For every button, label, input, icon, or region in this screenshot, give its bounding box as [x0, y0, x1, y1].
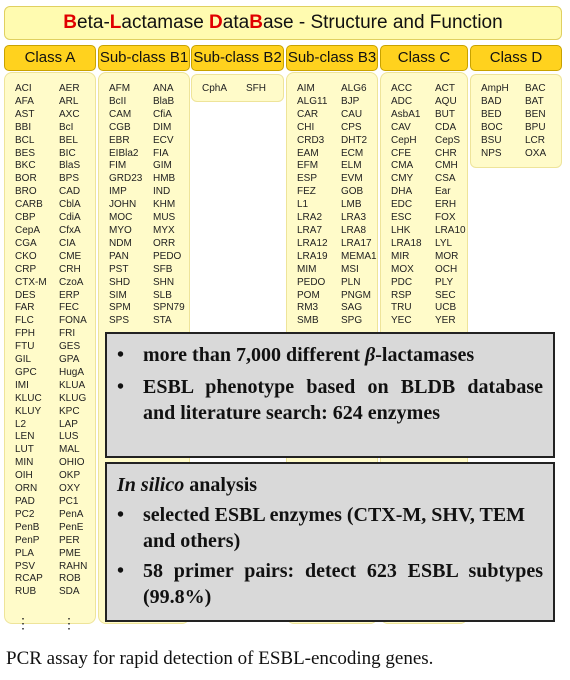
- enzyme-family-item[interactable]: CME: [59, 250, 82, 262]
- enzyme-family-item[interactable]: CFE: [391, 147, 411, 159]
- enzyme-family-item[interactable]: OCH: [435, 263, 458, 275]
- enzyme-family-item[interactable]: PenP: [15, 534, 40, 546]
- enzyme-family-item[interactable]: KLUY: [15, 405, 42, 417]
- enzyme-family-item[interactable]: STA: [153, 315, 172, 327]
- enzyme-family-item[interactable]: CRD3: [297, 134, 325, 146]
- enzyme-family-item[interactable]: ECV: [153, 134, 174, 146]
- enzyme-family-item[interactable]: EDC: [391, 199, 413, 211]
- enzyme-family-item[interactable]: MIM: [297, 263, 317, 275]
- enzyme-family-item[interactable]: L1: [297, 199, 309, 211]
- enzyme-family-item[interactable]: AFA: [15, 95, 34, 107]
- enzyme-family-item[interactable]: SFB: [153, 263, 173, 275]
- enzyme-family-item[interactable]: FEZ: [297, 186, 316, 198]
- enzyme-family-item[interactable]: GIL: [15, 354, 32, 366]
- enzyme-family-item[interactable]: PEDO: [153, 250, 182, 262]
- enzyme-family-item[interactable]: BPS: [59, 173, 80, 185]
- tab-class-a[interactable]: Class A: [4, 45, 96, 71]
- enzyme-family-item[interactable]: SPM: [109, 302, 131, 314]
- enzyme-family-item[interactable]: LRA7: [297, 224, 323, 236]
- sub-class-b2-list: [202, 83, 284, 96]
- enzyme-family-item[interactable]: SPN79: [153, 302, 185, 314]
- enzyme-family-item[interactable]: CGB: [109, 121, 131, 133]
- enzyme-family-item[interactable]: LRA3: [341, 212, 367, 224]
- enzyme-family-item[interactable]: ROB: [59, 573, 81, 585]
- enzyme-family-item[interactable]: SFH: [246, 83, 266, 94]
- enzyme-family-item[interactable]: ACT: [435, 83, 455, 94]
- tab-sub-class-b3[interactable]: Sub-class B3: [286, 45, 378, 71]
- enzyme-family-item[interactable]: BIC: [59, 147, 76, 159]
- enzyme-family-item[interactable]: BSU: [481, 134, 502, 146]
- enzyme-family-item[interactable]: CKO: [15, 250, 37, 262]
- enzyme-family-item[interactable]: PSV: [15, 560, 36, 572]
- enzyme-family-item[interactable]: CAV: [391, 121, 411, 133]
- analysis-box: [105, 462, 555, 622]
- enzyme-family-item[interactable]: FPH: [15, 328, 35, 340]
- enzyme-family-item[interactable]: MIN: [15, 457, 34, 469]
- enzyme-family-item[interactable]: BAT: [525, 95, 544, 107]
- enzyme-family-item[interactable]: SLB: [153, 289, 172, 301]
- enzyme-family-item[interactable]: SPG: [341, 315, 363, 327]
- enzyme-family-item[interactable]: LMB: [341, 199, 362, 211]
- enzyme-family-item[interactable]: ERH: [435, 199, 457, 211]
- enzyme-family-item[interactable]: PAD: [15, 496, 35, 507]
- enzyme-family-item[interactable]: ORR: [153, 237, 176, 249]
- analysis-item-enzymes: [107, 502, 553, 554]
- enzyme-family-item[interactable]: PC2: [15, 508, 35, 520]
- enzyme-family-item[interactable]: NPS: [481, 147, 502, 159]
- enzyme-family-item[interactable]: MOX: [391, 263, 414, 275]
- enzyme-family-item[interactable]: EAM: [297, 147, 319, 159]
- enzyme-family-item[interactable]: BJP: [341, 95, 360, 107]
- enzyme-family-item[interactable]: SDA: [59, 586, 80, 598]
- enzyme-family-item[interactable]: YER: [435, 315, 456, 327]
- enzyme-family-item[interactable]: BKC: [15, 160, 36, 172]
- enzyme-family-item[interactable]: TRU: [391, 302, 412, 314]
- enzyme-family-item[interactable]: LRA8: [341, 224, 367, 236]
- enzyme-family-item[interactable]: KHM: [153, 199, 176, 211]
- enzyme-family-item[interactable]: ALG11: [297, 95, 328, 107]
- enzyme-family-item[interactable]: MAL: [59, 444, 80, 456]
- enzyme-family-item[interactable]: FRI: [59, 328, 76, 340]
- enzyme-family-item[interactable]: BlaB: [153, 95, 175, 107]
- enzyme-family-item[interactable]: LRA2: [297, 212, 323, 224]
- bullet: •: [117, 504, 125, 526]
- enzyme-family-item[interactable]: LRA12: [297, 237, 328, 249]
- title-letter-b2: B: [249, 12, 263, 33]
- enzyme-family-item[interactable]: IMP: [109, 186, 127, 198]
- enzyme-family-item[interactable]: LRA19: [297, 250, 328, 262]
- enzyme-family-item[interactable]: CblA: [59, 199, 81, 211]
- enzyme-family-item[interactable]: BEN: [525, 108, 546, 120]
- enzyme-family-item[interactable]: PEDO: [297, 276, 326, 288]
- summary-item-esbl: [107, 374, 553, 426]
- enzyme-family-item[interactable]: BcI: [59, 121, 74, 133]
- enzyme-family-item[interactable]: FOX: [435, 212, 456, 224]
- enzyme-family-item[interactable]: RSP: [391, 289, 412, 301]
- class-a-panel: [4, 72, 96, 631]
- page-title: [4, 6, 562, 40]
- enzyme-family-item[interactable]: MEMA1: [341, 250, 377, 262]
- enzyme-family-item[interactable]: PNGM: [341, 289, 371, 301]
- enzyme-family-item[interactable]: MUS: [153, 212, 176, 224]
- enzyme-family-item[interactable]: BBI: [15, 121, 32, 133]
- analysis-item-primers-text: 58 primer pairs: detect 623 ESBL subtypes (99.8%): [143, 560, 543, 608]
- enzyme-family-item[interactable]: BUT: [435, 108, 455, 120]
- title-text-4: ase - Structure and Function: [262, 12, 503, 33]
- enzyme-family-item[interactable]: OHIO: [59, 457, 85, 469]
- enzyme-family-item[interactable]: CMY: [391, 173, 414, 185]
- enzyme-family-item[interactable]: LCR: [525, 134, 546, 146]
- enzyme-family-item[interactable]: PenA: [59, 508, 84, 520]
- enzyme-family-item[interactable]: IND: [153, 186, 171, 198]
- enzyme-family-item[interactable]: LEN: [15, 431, 35, 443]
- enzyme-family-item[interactable]: UCB: [435, 302, 457, 314]
- enzyme-family-item[interactable]: IMI: [15, 379, 29, 391]
- enzyme-family-item[interactable]: Ear: [435, 186, 451, 198]
- summary-item-count: [107, 342, 553, 368]
- analysis-item-primers: [107, 558, 553, 610]
- enzyme-family-item[interactable]: PAN: [109, 250, 129, 262]
- enzyme-family-item[interactable]: MYX: [153, 224, 175, 236]
- enzyme-family-item[interactable]: BED: [481, 108, 502, 120]
- enzyme-family-item[interactable]: GES: [59, 341, 81, 353]
- enzyme-family-item[interactable]: CHR: [435, 147, 457, 159]
- enzyme-family-item[interactable]: BES: [15, 147, 36, 159]
- enzyme-family-item[interactable]: OKP: [59, 470, 81, 482]
- enzyme-family-item[interactable]: L2: [15, 418, 27, 430]
- enzyme-family-item[interactable]: LAP: [59, 418, 78, 430]
- enzyme-family-item[interactable]: ANA: [153, 83, 174, 94]
- analysis-heading: [117, 472, 553, 498]
- enzyme-family-item[interactable]: PME: [59, 547, 81, 559]
- enzyme-family-item[interactable]: LYL: [435, 237, 453, 249]
- enzyme-family-item[interactable]: KLUC: [15, 392, 42, 404]
- enzyme-family-item[interactable]: GPA: [59, 354, 80, 366]
- enzyme-family-item[interactable]: RCAP: [15, 573, 43, 585]
- beta-symbol: β: [365, 344, 376, 366]
- enzyme-family-item[interactable]: AmpH: [481, 83, 509, 94]
- sub-class-b2-panel: [191, 74, 284, 102]
- enzyme-family-item[interactable]: RUB: [15, 586, 37, 598]
- enzyme-family-item[interactable]: FONA: [59, 315, 87, 327]
- enzyme-family-item[interactable]: FIM: [109, 160, 127, 172]
- enzyme-family-item[interactable]: CphA: [202, 83, 228, 94]
- enzyme-family-item[interactable]: MOC: [109, 212, 133, 224]
- enzyme-family-item[interactable]: GOB: [341, 186, 364, 198]
- enzyme-family-item[interactable]: EBR: [109, 134, 130, 146]
- enzyme-family-item[interactable]: CdiA: [59, 212, 81, 224]
- sub-class-b1-list: [109, 83, 190, 328]
- enzyme-family-item[interactable]: ORN: [15, 483, 38, 495]
- bullet: •: [117, 376, 125, 398]
- enzyme-family-item[interactable]: SIM: [109, 289, 127, 301]
- more-entries-indicator: ⋮: [16, 615, 30, 631]
- enzyme-family-item[interactable]: GRD23: [109, 173, 143, 185]
- summary-item-count-pre: more than 7,000 different: [143, 344, 366, 366]
- enzyme-family-item[interactable]: JOHN: [109, 199, 137, 211]
- summary-item-count-post: -lactamases: [375, 344, 475, 366]
- enzyme-family-item[interactable]: MOR: [435, 250, 459, 262]
- summary-box: [105, 332, 555, 458]
- title-text-1: eta-: [77, 12, 110, 33]
- enzyme-family-item[interactable]: ACI: [15, 83, 32, 94]
- enzyme-family-item[interactable]: RM3: [297, 302, 319, 314]
- enzyme-family-item[interactable]: POM: [297, 289, 320, 301]
- enzyme-family-item[interactable]: LHK: [391, 224, 411, 236]
- enzyme-family-item[interactable]: HMB: [153, 173, 176, 185]
- enzyme-family-item[interactable]: BAC: [525, 83, 546, 94]
- enzyme-family-item[interactable]: CGA: [15, 237, 37, 249]
- enzyme-family-item[interactable]: NDM: [109, 237, 132, 249]
- enzyme-family-item[interactable]: CzoA: [59, 276, 84, 288]
- bullet: •: [117, 560, 125, 582]
- enzyme-family-item[interactable]: MYO: [109, 224, 132, 236]
- enzyme-family-item[interactable]: PLA: [15, 547, 34, 559]
- enzyme-family-item[interactable]: OXA: [525, 147, 547, 159]
- enzyme-family-item[interactable]: GIM: [153, 160, 172, 172]
- figure-caption: PCR assay for rapid detection of ESBL-encoding genes.: [6, 648, 434, 669]
- enzyme-family-item[interactable]: AFM: [109, 83, 131, 94]
- enzyme-family-item[interactable]: BEL: [59, 134, 78, 146]
- enzyme-family-item[interactable]: OXY: [59, 483, 81, 495]
- enzyme-family-item[interactable]: KLUA: [59, 379, 86, 391]
- enzyme-family-item[interactable]: PenE: [59, 521, 84, 533]
- enzyme-family-item[interactable]: SAG: [341, 302, 363, 314]
- enzyme-family-item[interactable]: DHA: [391, 186, 413, 198]
- enzyme-family-item[interactable]: SHN: [153, 276, 175, 288]
- enzyme-family-item[interactable]: SPS: [109, 315, 130, 327]
- enzyme-family-item[interactable]: AQU: [435, 95, 457, 107]
- tab-sub-class-b2[interactable]: Sub-class B2: [191, 45, 284, 71]
- enzyme-family-item[interactable]: LRA18: [391, 237, 422, 249]
- enzyme-family-item[interactable]: KPC: [59, 405, 80, 417]
- enzyme-family-item[interactable]: CPS: [341, 121, 362, 133]
- title-text-2: actamase: [121, 12, 210, 33]
- enzyme-family-item[interactable]: CBP: [15, 212, 36, 224]
- enzyme-family-item[interactable]: AsbA1: [391, 108, 421, 120]
- enzyme-family-item[interactable]: ESP: [297, 173, 318, 185]
- title-letter-l: L: [109, 12, 122, 33]
- enzyme-family-item[interactable]: LUT: [15, 444, 34, 456]
- enzyme-family-item[interactable]: ECM: [341, 147, 364, 159]
- enzyme-family-item[interactable]: BOC: [481, 121, 503, 133]
- enzyme-family-item[interactable]: FEC: [59, 302, 79, 314]
- class-d-panel: [470, 74, 562, 168]
- enzyme-family-item[interactable]: BRO: [15, 186, 37, 198]
- bullet: •: [117, 344, 125, 366]
- enzyme-family-item[interactable]: FLC: [15, 315, 34, 327]
- more-entries-indicator-2: ⋮: [62, 615, 76, 631]
- sub-class-b3-list: [297, 83, 378, 328]
- enzyme-family-item[interactable]: LRA10: [435, 224, 466, 236]
- title-letter-b: B: [63, 12, 78, 33]
- enzyme-family-item[interactable]: FAR: [15, 302, 35, 314]
- enzyme-family-item[interactable]: DES: [15, 289, 36, 301]
- enzyme-family-item[interactable]: AXC: [59, 108, 80, 120]
- enzyme-family-item[interactable]: ARL: [59, 95, 79, 107]
- enzyme-family-item[interactable]: FTU: [15, 341, 35, 353]
- enzyme-family-item[interactable]: CepA: [15, 224, 41, 236]
- enzyme-family-item[interactable]: CRP: [15, 263, 37, 275]
- enzyme-family-item[interactable]: CAM: [109, 108, 132, 120]
- analysis-item-enzymes-text: selected ESBL enzymes (CTX-M, SHV, TEM and others): [143, 504, 526, 552]
- enzyme-family-item[interactable]: CfxA: [59, 224, 81, 236]
- enzyme-family-item[interactable]: ACC: [391, 83, 413, 94]
- enzyme-family-item[interactable]: CIA: [59, 237, 76, 249]
- enzyme-family-item[interactable]: ADC: [391, 95, 413, 107]
- enzyme-family-item[interactable]: ESC: [391, 212, 412, 224]
- enzyme-family-item[interactable]: ELM: [341, 160, 362, 172]
- enzyme-family-item[interactable]: YEC: [391, 315, 412, 327]
- enzyme-family-item[interactable]: BPU: [525, 121, 546, 133]
- enzyme-family-item[interactable]: FIA: [153, 147, 169, 159]
- enzyme-family-item[interactable]: ERP: [59, 289, 80, 301]
- enzyme-family-item[interactable]: CARB: [15, 199, 43, 211]
- enzyme-family-item[interactable]: CRH: [59, 263, 81, 275]
- enzyme-family-item[interactable]: GPC: [15, 366, 37, 378]
- enzyme-family-item[interactable]: EFM: [297, 160, 319, 172]
- enzyme-family-item[interactable]: BlaS: [59, 160, 81, 172]
- enzyme-family-item[interactable]: SMB: [297, 315, 319, 327]
- enzyme-family-item[interactable]: BOR: [15, 173, 37, 185]
- enzyme-family-item[interactable]: SEC: [435, 289, 456, 301]
- enzyme-family-item[interactable]: DHT2: [341, 134, 368, 146]
- enzyme-family-item[interactable]: KLUG: [59, 392, 87, 404]
- analysis-heading-italic: In silico: [117, 474, 185, 496]
- enzyme-family-item[interactable]: BCL: [15, 134, 35, 146]
- enzyme-family-item[interactable]: PLY: [435, 276, 454, 288]
- enzyme-family-item[interactable]: OIH: [15, 470, 33, 482]
- enzyme-family-item[interactable]: PenB: [15, 521, 40, 533]
- enzyme-family-item[interactable]: LUS: [59, 431, 79, 443]
- enzyme-family-item[interactable]: PST: [109, 263, 129, 275]
- enzyme-family-item[interactable]: CAR: [297, 108, 319, 120]
- enzyme-family-item[interactable]: CHI: [297, 121, 315, 133]
- enzyme-family-item[interactable]: LRA17: [341, 237, 372, 249]
- class-a-list: [15, 83, 96, 599]
- title-text-3: ata: [222, 12, 250, 33]
- summary-item-esbl-text: ESBL phenotype based on BLDB database and literature search: 624 enzymes: [143, 376, 543, 424]
- tab-sub-class-b1[interactable]: Sub-class B1: [98, 45, 190, 71]
- enzyme-family-item[interactable]: ALG6: [341, 83, 367, 94]
- enzyme-family-item[interactable]: CMH: [435, 160, 458, 172]
- tab-class-c[interactable]: Class C: [380, 45, 468, 71]
- enzyme-family-item[interactable]: CDA: [435, 121, 457, 133]
- enzyme-family-item[interactable]: CMA: [391, 160, 414, 172]
- enzyme-family-item[interactable]: RAHN: [59, 560, 88, 572]
- enzyme-family-item[interactable]: PC1: [59, 496, 79, 507]
- analysis-heading-rest: analysis: [184, 474, 258, 496]
- enzyme-family-item[interactable]: CTX-M: [15, 276, 47, 288]
- enzyme-family-item[interactable]: CfiA: [153, 108, 172, 120]
- enzyme-family-item[interactable]: AIM: [297, 83, 315, 94]
- enzyme-family-item[interactable]: CAU: [341, 108, 363, 120]
- enzyme-family-item[interactable]: HugA: [59, 366, 85, 378]
- class-d-list: [481, 83, 562, 160]
- enzyme-family-item[interactable]: DIM: [153, 121, 172, 133]
- enzyme-family-item[interactable]: PDC: [391, 276, 413, 288]
- tab-class-d[interactable]: Class D: [470, 45, 562, 71]
- enzyme-family-item[interactable]: BAD: [481, 95, 502, 107]
- enzyme-family-item[interactable]: PER: [59, 534, 80, 546]
- enzyme-family-item[interactable]: PLN: [341, 276, 361, 288]
- enzyme-family-item[interactable]: EIBla2: [109, 147, 139, 159]
- title-letter-d: D: [209, 12, 223, 33]
- enzyme-family-item[interactable]: MSI: [341, 263, 359, 275]
- enzyme-family-item[interactable]: EVM: [341, 173, 363, 185]
- enzyme-family-item[interactable]: MIR: [391, 250, 410, 262]
- enzyme-family-item[interactable]: CepH: [391, 134, 417, 146]
- enzyme-family-item[interactable]: CAD: [59, 186, 81, 198]
- enzyme-family-item[interactable]: BcII: [109, 95, 127, 107]
- enzyme-family-item[interactable]: CepS: [435, 134, 461, 146]
- enzyme-family-item[interactable]: AST: [15, 108, 35, 120]
- enzyme-family-item[interactable]: AER: [59, 83, 80, 94]
- class-c-list: [391, 83, 468, 328]
- enzyme-family-item[interactable]: CSA: [435, 173, 456, 185]
- enzyme-family-item[interactable]: SHD: [109, 276, 131, 288]
